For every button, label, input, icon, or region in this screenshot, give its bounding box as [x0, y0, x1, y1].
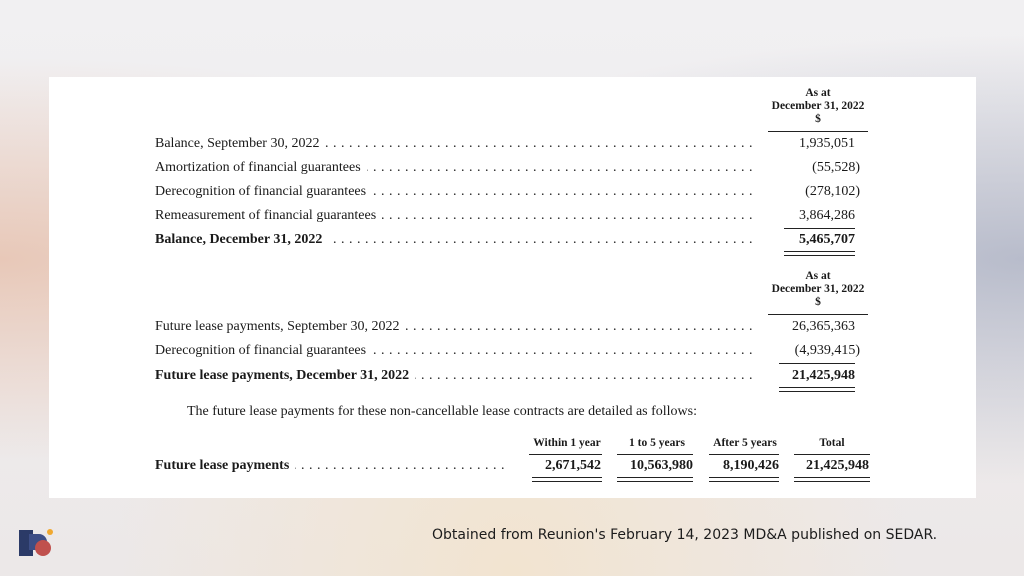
header-line: As at [805, 270, 831, 282]
source-caption: Obtained from Reunion's February 14, 2023 MD&A published on SEDAR. [432, 527, 938, 543]
column-rule [529, 454, 602, 455]
table2-header [765, 270, 871, 309]
table3-value: 21,425,948 [806, 458, 869, 473]
table1-row-label: Amortization of financial guarantees . . . [155, 160, 753, 180]
column-rule [617, 454, 693, 455]
column-header: 1 to 5 years [629, 437, 685, 449]
double-underline [784, 251, 855, 256]
table1-row-label: Remeasurement of financial guarantees . . . [155, 208, 753, 228]
table1-row-value: (55,528) [812, 160, 860, 175]
table3-row-label: Future lease payments . . . [155, 458, 505, 478]
double-underline [779, 387, 855, 392]
column-rule [794, 454, 870, 455]
double-underline [709, 477, 779, 482]
table1-total-value: 5,465,707 [799, 232, 855, 247]
header-line: $ [815, 296, 821, 308]
column-rule [709, 454, 779, 455]
table2-row-label: Future lease payments, September 30, 2022 . . . [155, 319, 753, 339]
header-line: As at [805, 87, 831, 99]
table1-total-label: Balance, December 31, 2022 . . . [155, 232, 753, 252]
note-text: The future lease payments for these non-cancellable lease contracts are detailed as follows: [187, 404, 697, 419]
table3-value: 10,563,980 [630, 458, 693, 473]
table2-row-value: (4,939,415) [794, 343, 860, 358]
double-underline [794, 477, 870, 482]
column-header: After 5 years [713, 437, 777, 449]
column-header: Total [819, 437, 845, 449]
table2-row-label: Derecognition of financial guarantees . . . [155, 343, 753, 363]
column-header: Within 1 year [533, 437, 601, 449]
header-line: $ [815, 113, 821, 125]
table1-header [765, 87, 871, 126]
subtotal-rule [784, 228, 855, 229]
table3-value: 8,190,426 [723, 458, 779, 473]
double-underline [532, 477, 602, 482]
header-rule [768, 131, 868, 132]
table1-row-value: (278,102) [805, 184, 860, 199]
table2-total-value: 21,425,948 [792, 368, 855, 383]
header-line: December 31, 2022 [771, 283, 865, 295]
document-page [49, 77, 976, 498]
table3-value: 2,671,542 [545, 458, 601, 473]
table1-row-label: Balance, September 30, 2022 . . . [155, 136, 753, 156]
table1-row-value: 1,935,051 [799, 136, 855, 151]
table2-total-label: Future lease payments, December 31, 2022 . . . [155, 368, 753, 388]
brand-logo-icon [19, 528, 55, 558]
header-rule [768, 314, 868, 315]
header-line: December 31, 2022 [771, 100, 865, 112]
double-underline [617, 477, 693, 482]
table2-row-value: 26,365,363 [792, 319, 855, 334]
subtotal-rule [779, 363, 855, 364]
table1-row-value: 3,864,286 [799, 208, 855, 223]
table1-row-label: Derecognition of financial guarantees . . . [155, 184, 753, 204]
